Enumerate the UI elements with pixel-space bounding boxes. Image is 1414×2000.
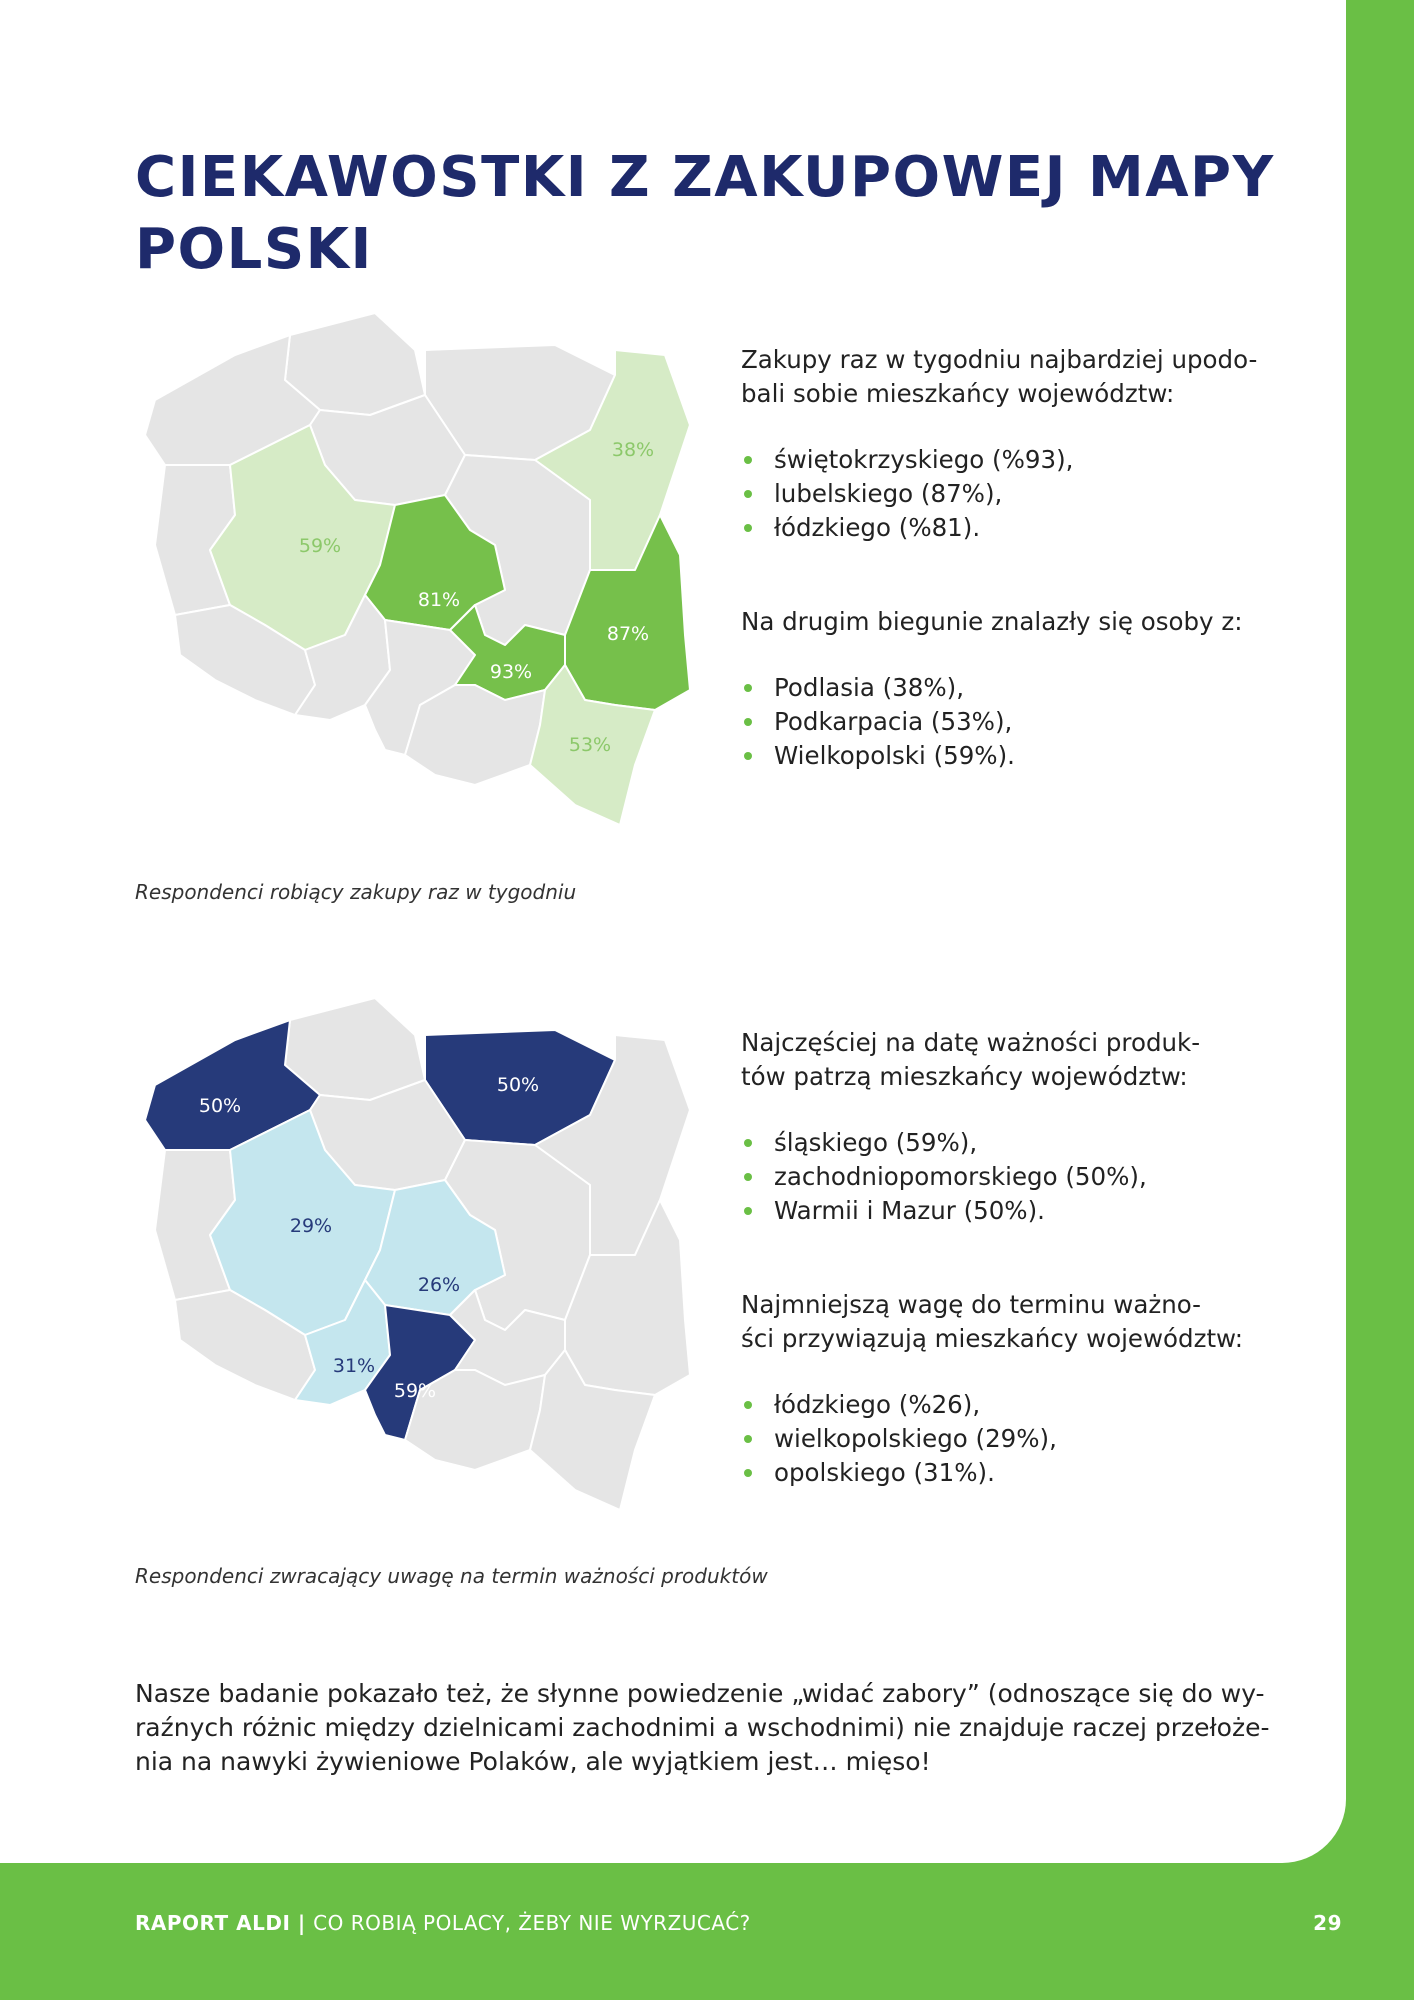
label-wielkopolskie: 29% (289, 1215, 333, 1237)
label-podlaskie: 38% (611, 439, 655, 461)
list-item: zachodniopomorskiego (50%), (741, 1160, 1301, 1194)
map-expiry-date (135, 990, 705, 1520)
label-opolskie: 31% (332, 1355, 376, 1377)
label-podkarpackie: 53% (568, 734, 612, 756)
list-item: śląskiego (59%), (741, 1126, 1301, 1160)
map-weekly-shopping-svg (135, 305, 705, 835)
list-item: Podlasia (38%), (741, 671, 1301, 705)
bullet-icon (744, 1173, 752, 1181)
section1-top-list (741, 443, 1301, 545)
section1-text (741, 343, 1301, 773)
list-item: opolskiego (31%). (741, 1456, 1301, 1490)
list-item: wielkopolskiego (29%), (741, 1422, 1301, 1456)
page-title: CIEKAWOSTKI Z ZAKUPOWEJ MAPY POLSKI (135, 145, 1275, 282)
section2-intro: Najczęściej na datę ważności produk- tów patrzą mieszkańcy województw: (741, 1028, 1201, 1091)
list-item: Wielkopolski (59%). (741, 739, 1301, 773)
page-number: 29 (1313, 1911, 1342, 1935)
label-swietokrzyskie: 93% (489, 661, 533, 683)
label-lubelskie: 87% (606, 623, 650, 645)
section2-second-intro: Najmniejszą wagę do terminu ważno- ści przywiązują mieszkańcy województw: (741, 1290, 1243, 1353)
label-warminsko-mazurskie: 50% (496, 1074, 540, 1096)
bullet-icon (744, 1469, 752, 1477)
list-item: świętokrzyskiego (%93), (741, 443, 1301, 477)
bullet-icon (744, 718, 752, 726)
bullet-icon (744, 1435, 752, 1443)
section2-bottom-list (741, 1388, 1301, 1490)
map-weekly-shopping (135, 305, 705, 835)
label-lodzkie: 26% (417, 1274, 461, 1296)
list-item: łódzkiego (%81). (741, 511, 1301, 545)
bullet-icon (744, 752, 752, 760)
caption-map-1: Respondenci robiący zakupy raz w tygodniu (135, 880, 577, 904)
bullet-icon (744, 524, 752, 532)
list-item: Warmii i Mazur (50%). (741, 1194, 1301, 1228)
section2-top-list (741, 1126, 1301, 1228)
list-item: lubelskiego (87%), (741, 477, 1301, 511)
label-lodzkie: 81% (417, 589, 461, 611)
label-wielkopolskie: 59% (298, 535, 342, 557)
section1-bottom-list (741, 671, 1301, 773)
bullet-icon (744, 1401, 752, 1409)
section2-text (741, 1026, 1301, 1490)
footer-subtitle: CO ROBIĄ POLACY, ŻEBY NIE WYRZUCAĆ? (313, 1911, 751, 1935)
footer-separator: | (290, 1911, 314, 1935)
bullet-icon (744, 490, 752, 498)
map-expiry-date-svg (135, 990, 705, 1520)
footer-brand: RAPORT ALDI (135, 1911, 291, 1935)
section1-intro: Zakupy raz w tygodniu najbardziej upodo- bali sobie mieszkańcy województw: (741, 345, 1258, 408)
section1-second-intro: Na drugim biegunie znalazły się osoby z: (741, 607, 1243, 636)
list-item: Podkarpacia (53%), (741, 705, 1301, 739)
bullet-icon (744, 1207, 752, 1215)
footer (135, 1911, 1342, 1935)
list-item: łódzkiego (%26), (741, 1388, 1301, 1422)
bullet-icon (744, 456, 752, 464)
closing-paragraph: Nasze badanie pokazało też, że słynne powiedzenie „widać zabory” (odnoszące się do wy- raźnych różnic między dzielnicami zachodnimi a wschodnimi) nie znajduje raczej przełoże- nia na nawyki żywieniowe Polaków, ale wyjątkiem jest… mięso! (135, 1679, 1270, 1776)
bullet-icon (744, 1139, 752, 1147)
label-zachodniopomorskie: 50% (198, 1095, 242, 1117)
label-slaskie: 59% (393, 1380, 437, 1402)
caption-map-2: Respondenci zwracający uwagę na termin ważności produktów (135, 1564, 768, 1588)
bullet-icon (744, 684, 752, 692)
